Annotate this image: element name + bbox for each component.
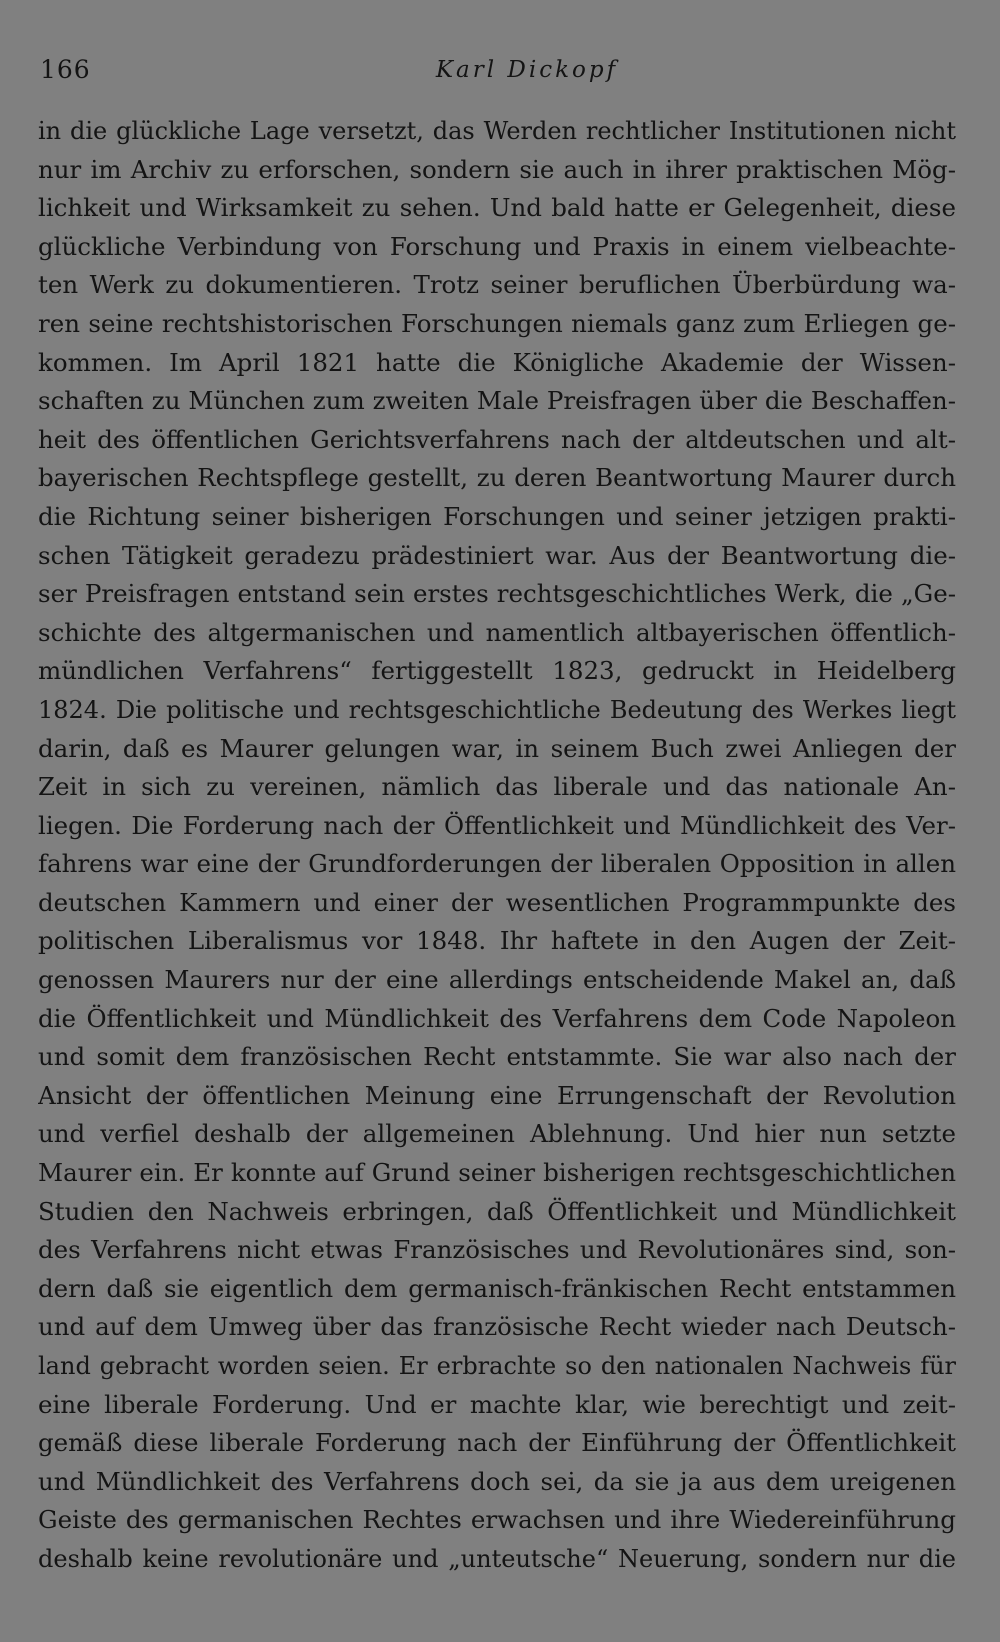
text-line: schichte des altgermanischen und namentlich altbayerischen öffentlich- [38,617,956,647]
text-line: glückliche Verbindung von Forschung und Praxis in einem vielbeachte- [38,231,956,261]
text-line: in die glückliche Lage versetzt, das Werden rechtlicher Institutionen nicht [38,117,956,145]
text-line: eine liberale Forderung. Und er machte klar, wie berechtigt und zeit- [38,1389,956,1419]
text-line: schaften zu München zum zweiten Male Preisfragen über die Beschaffen- [38,386,956,416]
text-line: ser Preisfragen entstand sein erstes rechtsgeschichtliches Werk, die „Ge- [38,579,956,609]
text-line: und auf dem Umweg über das französische Recht wieder nach Deutsch- [38,1312,956,1342]
text-line: lichkeit und Wirksamkeit zu sehen. Und bald hatte er Gelegenheit, diese [38,193,956,223]
text-line: Maurer ein. Er konnte auf Grund seiner bisherigen rechtsgeschichtlichen [38,1158,956,1188]
text-line: dern daß sie eigentlich dem germanisch-fränkischen Recht entstammen [38,1273,956,1303]
page-number: 166 [40,55,91,84]
text-line: Geiste des germanischen Rechtes erwachsen und ihre Wiedereinführung [38,1505,956,1535]
text-line: darin, daß es Maurer gelungen war, in seinem Buch zwei Anliegen der [38,733,956,763]
text-line: kommen. Im April 1821 hatte die Königliche Akademie der Wissen- [38,347,956,377]
text-line: schen Tätigkeit geradezu prädestiniert war. Aus der Beantwortung die- [38,540,956,570]
text-line: deutschen Kammern und einer der wesentlichen Programmpunkte des [38,887,956,917]
text-line: deshalb keine revolutionäre und „unteutsche“ Neuerung, sondern nur die [38,1544,956,1573]
text-line: die Richtung seiner bisherigen Forschungen und seiner jetzigen prakti- [38,501,956,531]
text-line: Ansicht der öffentlichen Meinung eine Errungenschaft der Revolution [38,1080,956,1110]
body-text [38,112,956,1579]
text-line: Studien den Nachweis erbringen, daß Öffentlichkeit und Mündlichkeit [38,1196,956,1226]
text-line: die Öffentlichkeit und Mündlichkeit des Verfahrens dem Code Napoleon [38,1003,956,1033]
text-line: und somit dem französischen Recht entstammte. Sie war also nach der [38,1042,956,1072]
text-line: nur im Archiv zu erforschen, sondern sie auch in ihrer praktischen Mög- [38,154,956,184]
text-line: gemäß diese liberale Forderung nach der Einführung der Öffentlichkeit [38,1428,956,1458]
text-line: genossen Maurers nur der eine allerdings entscheidende Makel an, daß [38,965,956,995]
text-line: heit des öffentlichen Gerichtsverfahrens nach der altdeutschen und alt- [38,424,956,454]
text-line: mündlichen Verfahrens“ fertiggestellt 1823, gedruckt in Heidelberg [38,656,956,686]
text-line: und Mündlichkeit des Verfahrens doch sei, da sie ja aus dem ureigenen [38,1466,956,1496]
text-line: Zeit in sich zu vereinen, nämlich das liberale und das nationale An- [38,772,956,802]
text-line: ren seine rechtshistorischen Forschungen niemals ganz zum Erliegen ge- [38,308,956,338]
text-line: und verfiel deshalb der allgemeinen Ablehnung. Und hier nun setzte [38,1119,956,1149]
text-line: 1824. Die politische und rechtsgeschichtliche Bedeutung des Werkes liegt [38,695,956,724]
text-line: des Verfahrens nicht etwas Französisches und Revolutionäres sind, son- [38,1235,956,1265]
text-line: bayerischen Rechtspflege gestellt, zu deren Beantwortung Maurer durch [38,463,956,493]
text-line: politischen Liberalismus vor 1848. Ihr haftete in den Augen der Zeit- [38,926,956,956]
running-head: Karl Dickopf [435,57,619,83]
text-line: land gebracht worden seien. Er erbrachte so den nationalen Nachweis für [38,1352,956,1380]
text-line: liegen. Die Forderung nach der Öffentlichkeit und Mündlichkeit des Ver- [38,810,956,840]
page-header [38,50,956,90]
text-line: fahrens war eine der Grundforderungen der liberalen Opposition in allen [38,849,956,879]
text-line: ten Werk zu dokumentieren. Trotz seiner beruflichen Überbürdung wa- [38,270,956,300]
